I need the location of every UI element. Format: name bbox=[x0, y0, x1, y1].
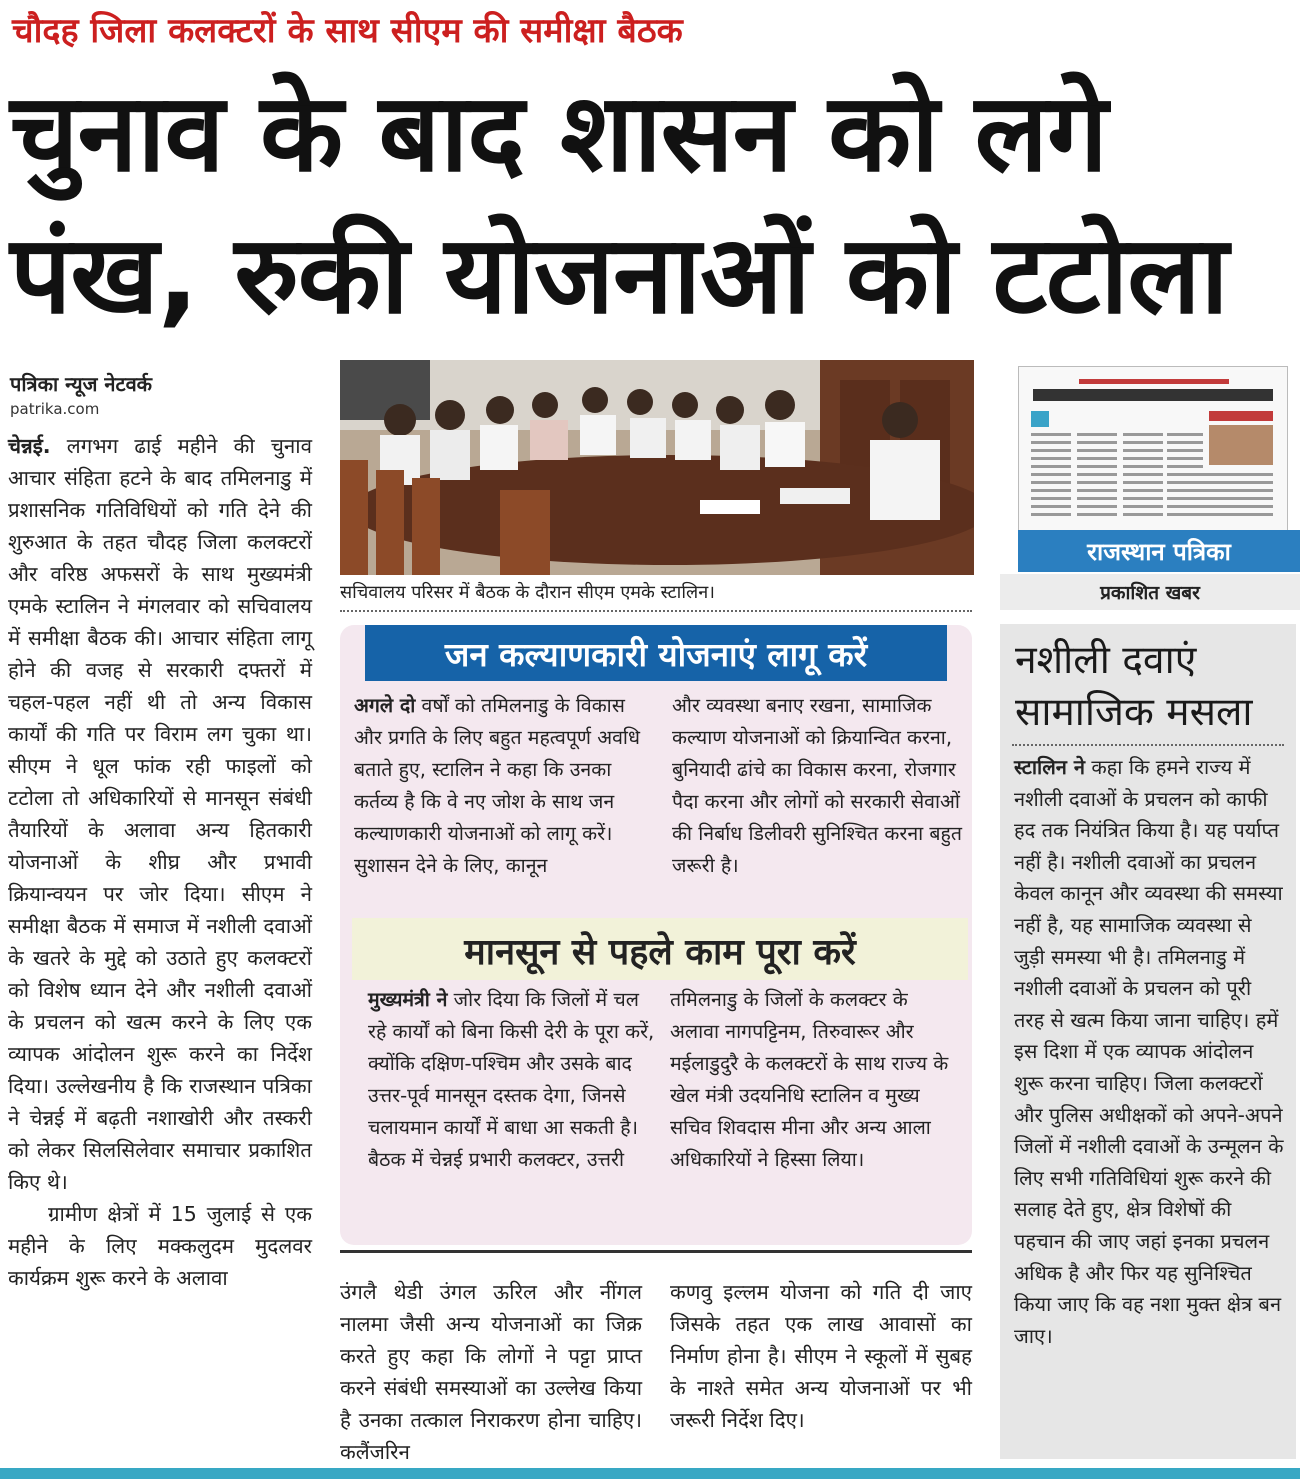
meeting-photo bbox=[340, 360, 974, 575]
photo-caption: सचिवालय परिसर में बैठक के दौरान सीएम एमके स्टालिन। bbox=[340, 582, 716, 603]
sidebar-title: नशीली दवाएं सामाजिक मसला bbox=[1015, 638, 1253, 735]
box1-column-1 bbox=[354, 690, 654, 882]
clipping-thumbnail bbox=[1018, 366, 1288, 536]
bottom-divider bbox=[340, 1250, 972, 1253]
kicker: चौदह जिला कलक्टरों के साथ सीएम की समीक्षा बैठक bbox=[12, 11, 683, 51]
clipping-thumbnail-illustration bbox=[1019, 367, 1287, 535]
bottom-column-1: उंगलै थेडी उंगल ऊरिल और नींगल नालमा जैसी अन्य योजनाओं का जिक्र करते हुए कहा कि लोगों ने पट्टा प्राप्त करने संबंधी समस्याओं का उल्लेख किया है उनका तत्काल निराकरण होना चाहिए। कलैंजरिन bbox=[340, 1280, 642, 1464]
sidebar-lead: स्टालिन ने bbox=[1014, 755, 1085, 779]
box1-col1-text: वर्षों को तमिलनाडु के विकास और प्रगति के लिए बहुत महत्वपूर्ण अवधि बताते हुए, स्टालिन ने कहा कि उनका कर्तव्य है कि वे नए जोश के साथ जन कल्याणकारी योजनाओं को लागू करें। सुशासन देने के लिए, कानून bbox=[354, 694, 640, 877]
page-bottom-rule bbox=[0, 1468, 1300, 1479]
sidebar-body-text: कहा कि हमने राज्य में नशीली दवाओं के प्रचलन को काफी हद तक नियंत्रित किया है। यह पर्याप्त नहीं है। नशीली दवाओं का प्रचलन केवल कानून और व्यवस्था की समस्या नहीं है, यह सामाजिक व्यवस्था से जुड़ी समस्या भी है। तमिलनाडु में नशीली दवाओं के प्रचलन को पूरी तरह से खत्म किया जाना चाहिए। हमें इस दिशा में एक व्यापक आंदोलन शुरू करना चाहिए। जिला कलक्टरों और पुलिस अधीक्षकों को अपने-अपने जिलों में नशीली दवाओं के उन्मूलन के लिए सभी गतिविधियां शुरू करने की सलाह देते हुए, क्षेत्र विशेषों की पहचान की जाए जहां इनका प्रचलन अधिक है और फिर यह सुनिश्चित किया जाए कि वह नशा मुक्त क्षेत्र बन जाए। bbox=[1014, 755, 1284, 1348]
byline-agency: पत्रिका न्यूज नेटवर्क bbox=[10, 372, 153, 396]
box2-column-2: तमिलनाडु के जिलों के कलक्टर के अलावा नागपट्टिनम, तिरुवारूर और मईलाडुदुरै के कलक्टरों के साथ राज्य के खेल मंत्री उदयनिधि स्टालिन व मुख्य सचिव शिवदास मीना और अन्य आला अधिकारियों ने हिस्सा लिया। bbox=[670, 988, 949, 1171]
byline-site: patrika.com bbox=[10, 400, 100, 418]
sidebar-body bbox=[1014, 752, 1286, 1352]
headline-line-2: पंख, रुकी योजनाओं को टटोला bbox=[10, 213, 1228, 338]
box2-col1-text: जोर दिया कि जिलों में चल रहे कार्यों को बिना किसी देरी के पूरा करें, क्योंकि दक्षिण-पश्चिम और उसके बाद उत्तर-पूर्व मानसून दस्तक देगा, जिनसे चलायमान कार्यों में बाधा आ सकती है। बैठक में चेन्नई प्रभारी कलक्टर, उत्तरी bbox=[368, 988, 655, 1171]
headline-line-1: चुनाव के बाद शासन को लगे bbox=[10, 71, 1107, 196]
meeting-photo-illustration bbox=[340, 360, 974, 575]
clipping-title: राजस्थान पत्रिका bbox=[1018, 530, 1300, 572]
left-para-1-text: लगभग ढाई महीने की चुनाव आचार संहिता हटने के बाद तमिलनाडु में प्रशासनिक गतिविधियों को गति देने की शुरुआत के तहत चौदह जिला कलक्टरों और वरिष्ठ अफसरों के साथ मुख्यमंत्री एमके स्टालिन ने मंगलवार को सचिवालय में समीक्षा बैठक की। आचार संहिता लागू होने की वजह से सरकारी दफ्तरों में चहल-पहल नहीं थी तो अन्य विकास कार्यों की गति पर विराम लग चुका था। सीएम ने धूल फांक रही फाइलों को टटोला तो अधिकारियों से मानसून संबंधी तैयारियों के अलावा अन्य हितकारी योजनाओं के शीघ्र और प्रभावी क्रियान्वयन पर जोर दिया। सीएम ने समीक्षा बैठक में समाज में नशीली दवाओं के खतरे के मुद्दे को उठाते हुए कलक्टरों को विशेष ध्यान देने और नशीली दवाओं के प्रचलन को खत्म करने के लिए एक व्यापक आंदोलन शुरू करने का निर्देश दिया। उल्लेखनीय है कि राजस्थान पत्रिका ने चेन्नई में बढ़ती नशाखोरी और तस्करी को लेकर सिलसिलेवार समाचार प्रकाशित किए थे। bbox=[8, 434, 312, 1194]
bottom-column-2: कणवु इल्लम योजना को गति दी जाए जिसके तहत एक लाख आवासों का निर्माण होना है। सीएम ने स्कूलों में सुबह के नाश्ते समेत अन्य योजनाओं पर भी जरूरी निर्देश दिए। bbox=[670, 1280, 972, 1432]
box2-title: मानसून से पहले काम पूरा करें bbox=[464, 932, 856, 973]
clipping-subtitle: प्रकाशित खबर bbox=[1000, 574, 1300, 610]
left-para-1 bbox=[8, 430, 312, 1198]
left-column bbox=[8, 430, 312, 1294]
dateline: चेन्नई. bbox=[8, 434, 51, 458]
box1-column-2: और व्यवस्था बनाए रखना, सामाजिक कल्याण योजनाओं को क्रियान्वित करना, बुनियादी ढांचे का विकास करना, रोजगार पैदा करना और लोगों को सरकारी सेवाओं की निर्बाध डिलीवरी सुनिश्चित करना बहुत जरूरी है। bbox=[672, 694, 963, 877]
box2-lead: मुख्यमंत्री ने bbox=[368, 988, 448, 1011]
box1-title: जन कल्याणकारी योजनाएं लागू करें bbox=[365, 625, 947, 681]
box1-lead: अगले दो bbox=[354, 694, 416, 717]
caption-divider bbox=[340, 610, 972, 612]
left-para-2: ग्रामीण क्षेत्रों में 15 जुलाई से एक महीने के लिए मक्कलुदम मुदलवर कार्यक्रम शुरू करने के अलावा bbox=[8, 1202, 312, 1290]
box2-column-1 bbox=[368, 984, 658, 1176]
sidebar-divider bbox=[1012, 744, 1284, 746]
